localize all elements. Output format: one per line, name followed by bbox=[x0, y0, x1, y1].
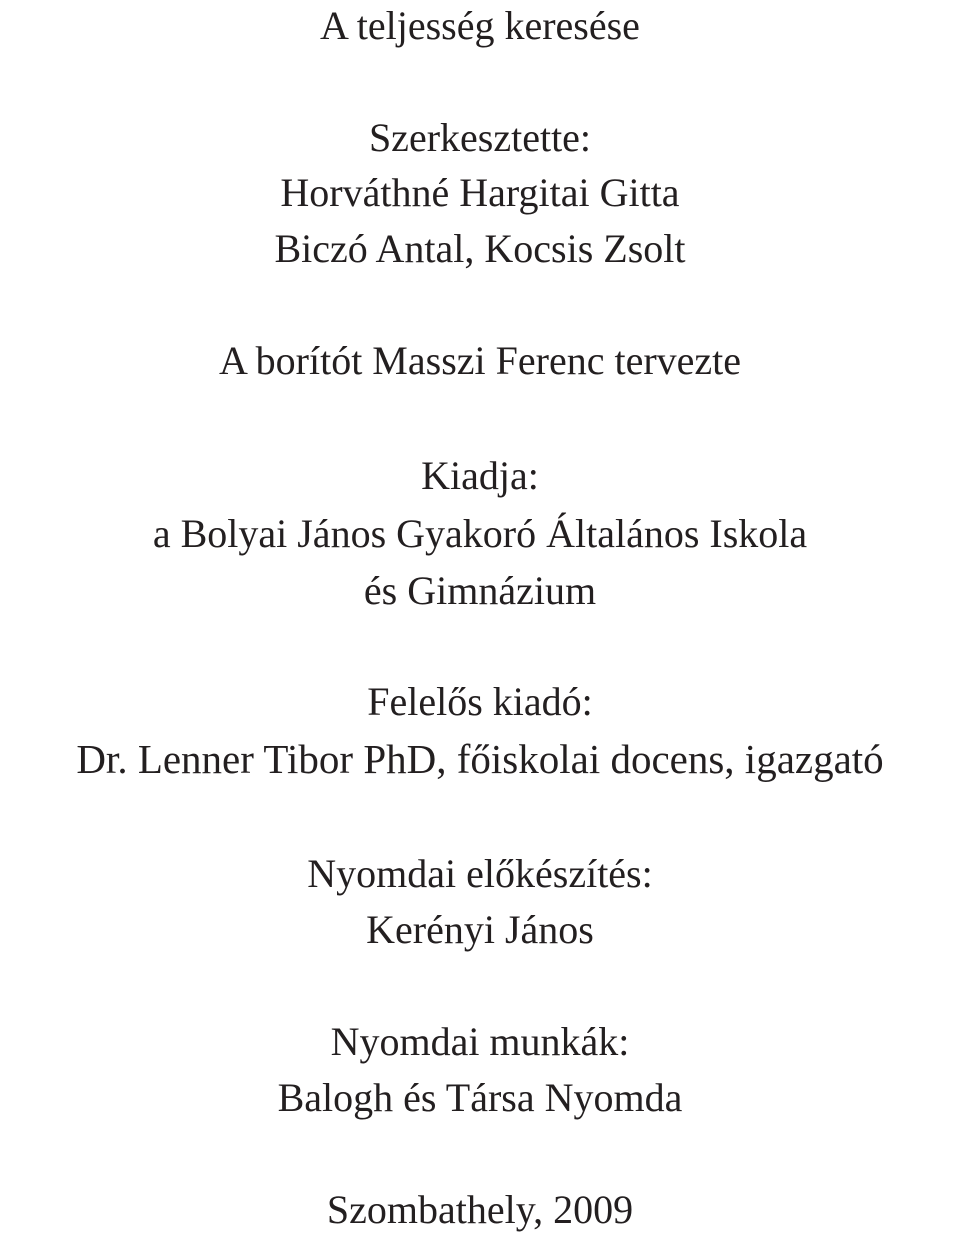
prepress-name: Kerényi János bbox=[366, 907, 594, 952]
editors-names-line2: Biczó Antal, Kocsis Zsolt bbox=[274, 226, 686, 271]
publisher-label: Kiadja: bbox=[421, 453, 539, 498]
editors-label: Szerkesztette: bbox=[368, 115, 592, 160]
responsible-publisher-label: Felelős kiadó: bbox=[367, 679, 593, 724]
publisher-name-line2: és Gimnázium bbox=[363, 568, 597, 613]
book-title: A teljesség keresése bbox=[320, 3, 640, 48]
publisher-name-line1: a Bolyai János Gyakoró Általános Iskola bbox=[152, 511, 808, 556]
printing-name: Balogh és Társa Nyomda bbox=[277, 1075, 683, 1120]
responsible-publisher-name: Dr. Lenner Tibor PhD, főiskolai docens, igazgató bbox=[76, 736, 884, 782]
cover-designer: A borítót Masszi Ferenc tervezte bbox=[218, 338, 742, 383]
place-and-year: Szombathely, 2009 bbox=[326, 1187, 634, 1232]
printing-label: Nyomdai munkák: bbox=[330, 1019, 630, 1064]
prepress-label: Nyomdai előkészítés: bbox=[307, 851, 653, 896]
editors-names-line1: Horváthné Hargitai Gitta bbox=[280, 170, 680, 215]
